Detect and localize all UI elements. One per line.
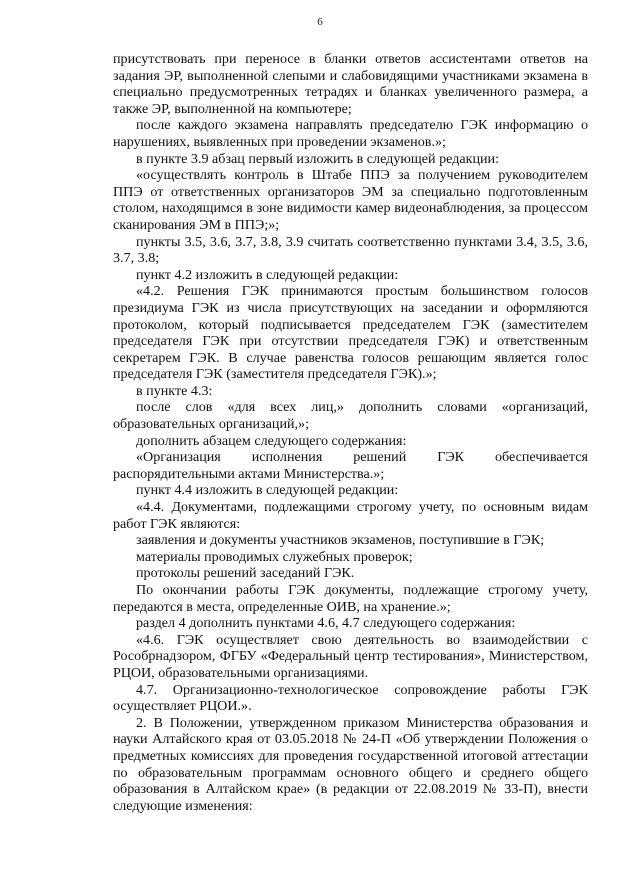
paragraph: протоколы решений заседаний ГЭК. [136, 565, 355, 582]
paragraph: пункт 4.4 изложить в следующей редакции: [136, 482, 399, 499]
paragraph: в пункте 4.3: [136, 382, 213, 399]
paragraph: «Организация исполнения решений ГЭК обеспечивается распорядительными актами Министерства.»; [113, 449, 588, 482]
paragraph: присутствовать при переносе в бланки ответов ассистентами ответов на задания ЭР, выполненной слепыми и слабовидящими участниками экзамена в специально предусмотренных тетрадях и бланках увеличенного размера, а также ЭР, выполненной на компьютере; [113, 51, 588, 117]
paragraph: пункт 4.2 изложить в следующей редакции: [136, 266, 399, 283]
paragraph: дополнить абзацем следующего содержания: [136, 432, 407, 449]
paragraph: «4.4. Документами, подлежащими строгому учету, по основным видам работ ГЭК являются: [113, 499, 588, 532]
paragraph: По окончании работы ГЭК документы, подлежащие строгому учету, передаются в места, определенные ОИВ, на хранение.»; [113, 582, 588, 615]
paragraph: материалы проводимых служебных проверок; [136, 548, 413, 565]
paragraph: после слов «для всех лиц,» дополнить словами «организаций, образовательных организаций,»; [113, 399, 588, 433]
paragraph: «4.6. ГЭК осуществляет свою деятельность во взаимодействии с Рособрнадзором, ФГБУ «Федеральный центр тестирования», Министерством, РЦОИ, образовательными организациями. [113, 631, 588, 681]
paragraph: пункты 3.5, 3.6, 3.7, 3.8, 3.9 считать соответственно пунктами 3.4, 3.5, 3.6, 3.7, 3.8; [113, 233, 588, 267]
paragraph: заявления и документы участников экзаменов, поступившие в ГЭК; [136, 532, 545, 549]
paragraph: «4.2. Решения ГЭК принимаются простым большинством голосов президиума ГЭК из числа присутствующих на заседании и оформляются протоколом, который подписывается председателем ГЭК (заместителем председателя ГЭК при отсутствии председателя ГЭК) и ответственным секретарем ГЭК. В случае равенства голосов решающим является голос председателя ГЭК (заместителя председателя ГЭК).»; [113, 283, 588, 383]
page-number: 6 [317, 16, 323, 28]
paragraph: раздел 4 дополнить пунктами 4.6, 4.7 следующего содержания: [136, 615, 516, 632]
paragraph: в пункте 3.9 абзац первый изложить в следующей редакции: [136, 150, 500, 167]
document-body [113, 51, 588, 814]
paragraph: 4.7. Организационно-технологическое сопровождение работы ГЭК осуществляет РЦОИ.». [113, 681, 588, 715]
paragraph: «осуществлять контроль в Штабе ППЭ за получением руководителем ППЭ от ответственных организаторов ЭМ за специально подготовленным столом, находящимся в зоне видимости камер видеонаблюдения, за процессом сканирования ЭМ в ППЭ;»; [113, 167, 588, 233]
paragraph: 2. В Положении, утвержденном приказом Министерства образования и науки Алтайского края от 03.05.2018 № 24-П «Об утверждении Положения о предметных комиссиях для проведения государственной итоговой аттестации по образовательным программам основного общего и среднего общего образования в Алтайском крае» (в редакции от 22.08.2019 № 33-П), внести следующие изменения: [113, 714, 588, 814]
paragraph: после каждого экзамена направлять председателю ГЭК информацию о нарушениях, выявленных при проведении экзаменов.»; [113, 117, 588, 150]
